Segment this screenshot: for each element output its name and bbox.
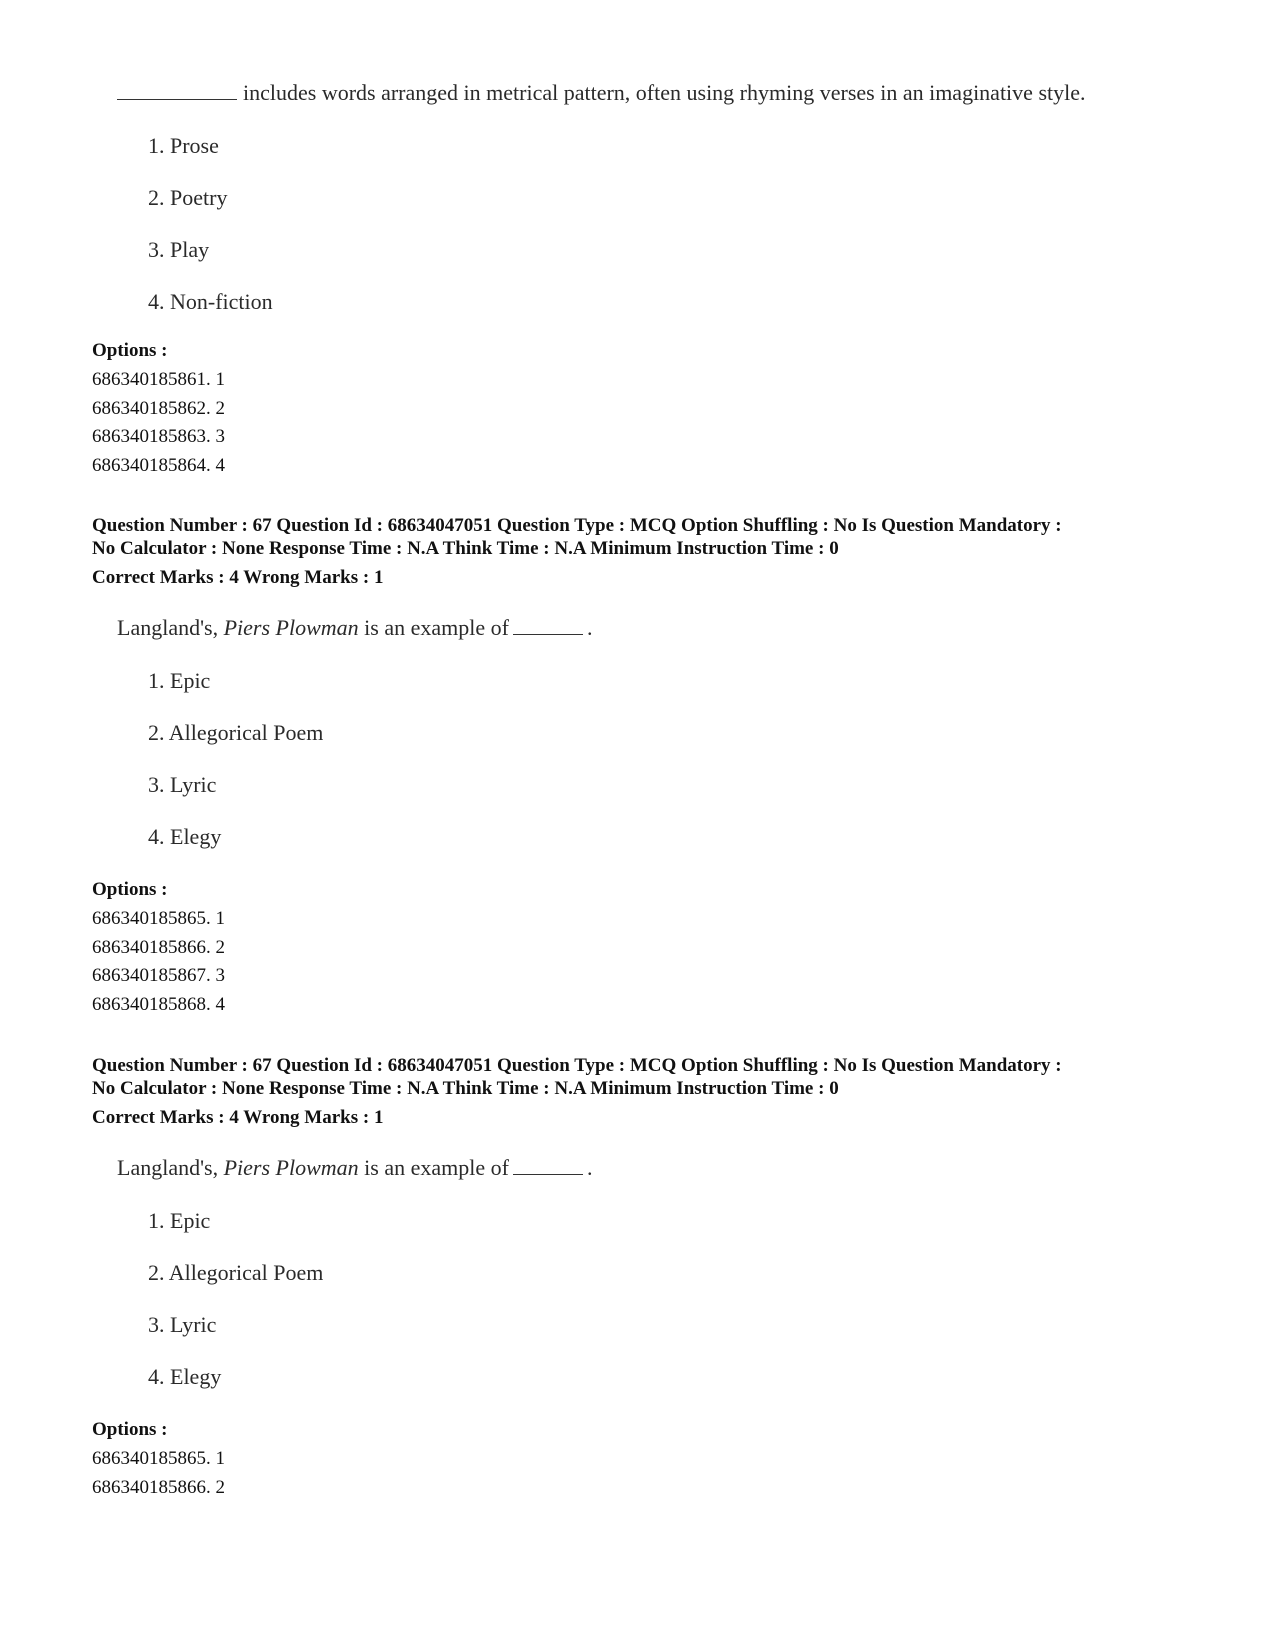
answer-choices [148, 666, 323, 874]
question-meta-line: No Calculator : None Response Time : N.A Think Time : N.A Minimum Instruction Time : 0 [92, 1078, 839, 1099]
option-id: 686340185862. 2 [92, 397, 225, 419]
options-block [92, 1419, 225, 1505]
question-stem-end: . [586, 1155, 593, 1180]
fill-in-blank [513, 1173, 583, 1175]
answer-choice: 1. Prose [148, 133, 219, 158]
options-heading: Options : [92, 340, 168, 361]
answer-choice: 3. Lyric [148, 772, 217, 797]
option-id: 686340185866. 2 [92, 936, 225, 958]
question-stem [117, 1155, 592, 1181]
option-id: 686340185866. 2 [92, 1476, 225, 1498]
question-meta-line: Question Number : 67 Question Id : 68634047051 Question Type : MCQ Option Shuffling : No Is Question Mandatory : [92, 1055, 1062, 1076]
option-id: 686340185863. 3 [92, 426, 225, 447]
question-meta [92, 514, 1212, 589]
answer-choice: 1. Epic [148, 1208, 211, 1233]
question-meta-line: No Calculator : None Response Time : N.A Think Time : N.A Minimum Instruction Time : 0 [92, 538, 839, 559]
option-id: 686340185864. 4 [92, 454, 225, 476]
option-id: 686340185865. 1 [92, 1448, 225, 1469]
question-stem [117, 80, 1086, 106]
options-block [92, 879, 225, 1022]
question-stem-text: is an example of [364, 1155, 509, 1180]
answer-choice: 4. Elegy [148, 824, 222, 849]
question-marks: Correct Marks : 4 Wrong Marks : 1 [92, 1107, 384, 1128]
answer-choice: 4. Non-fiction [148, 289, 273, 314]
options-heading: Options : [92, 879, 168, 900]
question-meta [92, 1054, 1212, 1129]
fill-in-blank [513, 633, 583, 635]
question-stem-text: Langland's, [117, 1155, 219, 1180]
answer-choice: 2. Allegorical Poem [148, 1260, 324, 1285]
question-stem [117, 615, 592, 641]
question-meta-line: Question Number : 67 Question Id : 68634047051 Question Type : MCQ Option Shuffling : No Is Question Mandatory : [92, 515, 1062, 536]
option-id: 686340185865. 1 [92, 908, 225, 929]
option-id: 686340185868. 4 [92, 993, 225, 1015]
answer-choice: 4. Elegy [148, 1364, 222, 1389]
options-block [92, 340, 225, 483]
options-heading: Options : [92, 1419, 168, 1440]
fill-in-blank [117, 98, 237, 100]
option-id: 686340185867. 3 [92, 965, 225, 986]
answer-choice: 1. Epic [148, 668, 211, 693]
question-stem-text: Langland's, [117, 615, 219, 640]
question-marks: Correct Marks : 4 Wrong Marks : 1 [92, 567, 384, 588]
work-title: Piers Plowman [223, 615, 359, 640]
question-stem-text: is an example of [364, 615, 509, 640]
work-title: Piers Plowman [223, 1155, 359, 1180]
answer-choices [148, 131, 273, 339]
question-stem-text: includes words arranged in metrical pattern, often using rhyming verses in an imaginative style. [243, 80, 1086, 105]
answer-choice: 2. Poetry [148, 185, 228, 210]
answer-choice: 2. Allegorical Poem [148, 720, 324, 745]
answer-choice: 3. Lyric [148, 1312, 217, 1337]
question-stem-end: . [586, 615, 593, 640]
option-id: 686340185861. 1 [92, 369, 225, 390]
answer-choice: 3. Play [148, 237, 210, 262]
answer-choices [148, 1206, 323, 1414]
